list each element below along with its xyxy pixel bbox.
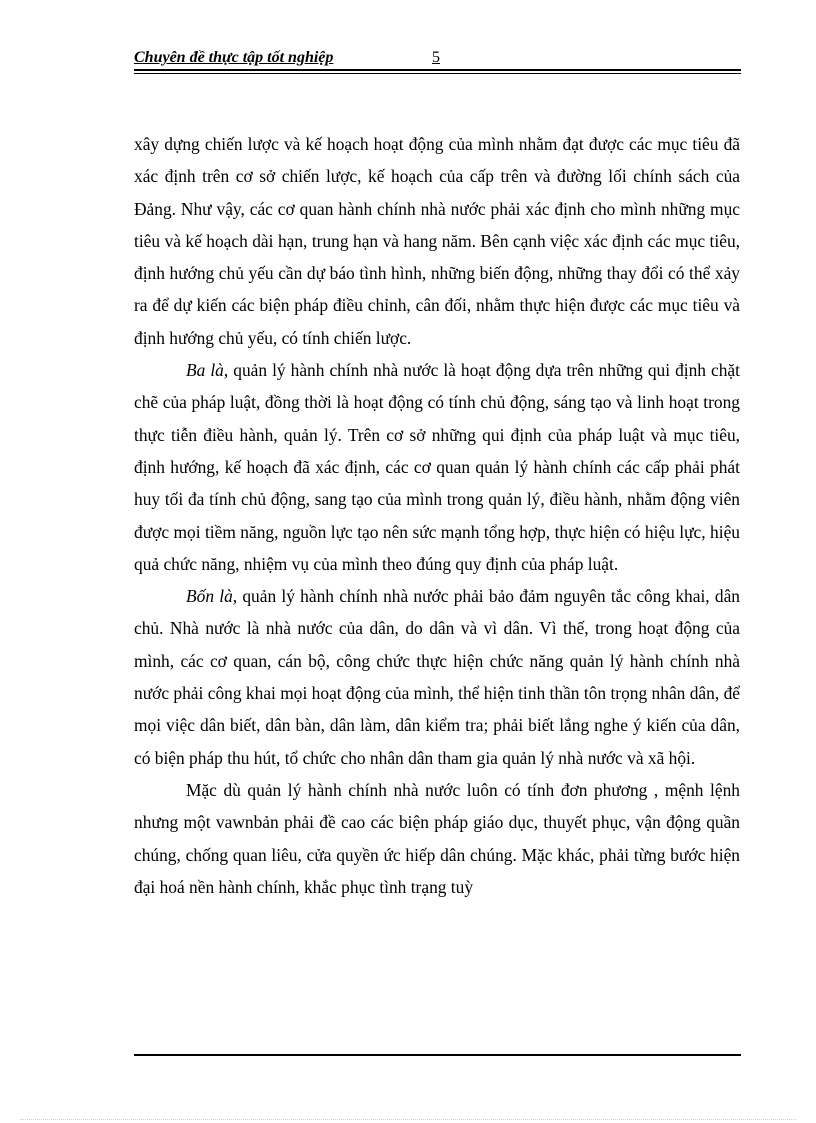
paragraph-text: xây dựng chiến lược và kế hoạch hoạt động của mình nhằm đạt được các mục tiêu đã xác định trên cơ sở chiến lược, kế hoạch của cấp trên và đường lối chính sách của Đảng. Như vậy, các cơ quan hành chính nhà nước phải xác định cho mình những mục tiêu và kế hoạch dài hạn, trung hạn và hang năm. Bên cạnh việc xác định các mục tiêu, định hướng chủ yếu cần dự báo tình hình, những biến động, những thay đổi có thể xảy ra để dự kiến các biện pháp điều chỉnh, cân đối, nhằm thực hiện được các mục tiêu và định hướng chủ yếu, có tính chiến lược. bbox=[134, 134, 740, 348]
paragraph-lead: Bốn là bbox=[186, 586, 233, 607]
footer-rule bbox=[134, 1054, 741, 1056]
page-number: 5 bbox=[432, 49, 440, 66]
paragraph-text: , quản lý hành chính nhà nước là hoạt động dựa trên những qui định chặt chẽ của pháp luật, đồng thời là hoạt động có tính chủ động, sáng tạo và linh hoạt trong thực tiễn điều hành, quản lý. Trên cơ sở những qui định của pháp luật và mục tiêu, định hướng, kế hoạch đã xác định, các cơ quan quản lý hành chính các cấp phải phát huy tối đa tính chủ động, sang tạo của mình trong quản lý, điều hành, nhằm động viên được mọi tiềm năng, nguồn lực tạo nên sức mạnh tổng hợp, thực hiện có hiệu lực, hiệu quả chức năng, nhiệm vụ của mình theo đúng quy định của pháp luật. bbox=[134, 360, 740, 574]
paragraph-text: , quản lý hành chính nhà nước phải bảo đảm nguyên tắc công khai, dân chủ. Nhà nước là nhà nước của dân, do dân và vì dân. Vì thế, trong hoạt động của mình, các cơ quan, cán bộ, công chức thực hiện chức năng quản lý hành chính nhà nước phải công khai mọi hoạt động của mình, thể hiện tinh thần tôn trọng nhân dân, để mọi việc dân biết, dân bàn, dân làm, dân kiểm tra; phải biết lắng nghe ý kiến của dân, có biện pháp thu hút, tổ chức cho nhân dân tham gia quản lý nhà nước và xã hội. bbox=[134, 586, 740, 768]
paragraph-continuation bbox=[134, 128, 740, 354]
page-header bbox=[134, 49, 741, 71]
paragraph-mac-du bbox=[134, 774, 740, 903]
paragraph-ba-la bbox=[134, 354, 740, 580]
paragraph-text: Mặc dù quản lý hành chính nhà nước luôn có tính đơn phương , mệnh lệnh nhưng một vawnbản phải đề cao các biện pháp giáo dục, thuyết phục, vận động quần chúng, chống quan liêu, cửa quyền ức hiếp dân chúng. Mặc khác, phải từng bước hiện đại hoá nền hành chính, khắc phục tình trạng tuỳ bbox=[134, 779, 740, 897]
page-edge bbox=[20, 1119, 796, 1120]
paragraph-lead: Ba là bbox=[186, 360, 224, 381]
document-title: Chuyên đề thực tập tốt nghiệp bbox=[134, 49, 334, 66]
document-body bbox=[134, 128, 740, 903]
paragraph-bon-la bbox=[134, 580, 740, 774]
